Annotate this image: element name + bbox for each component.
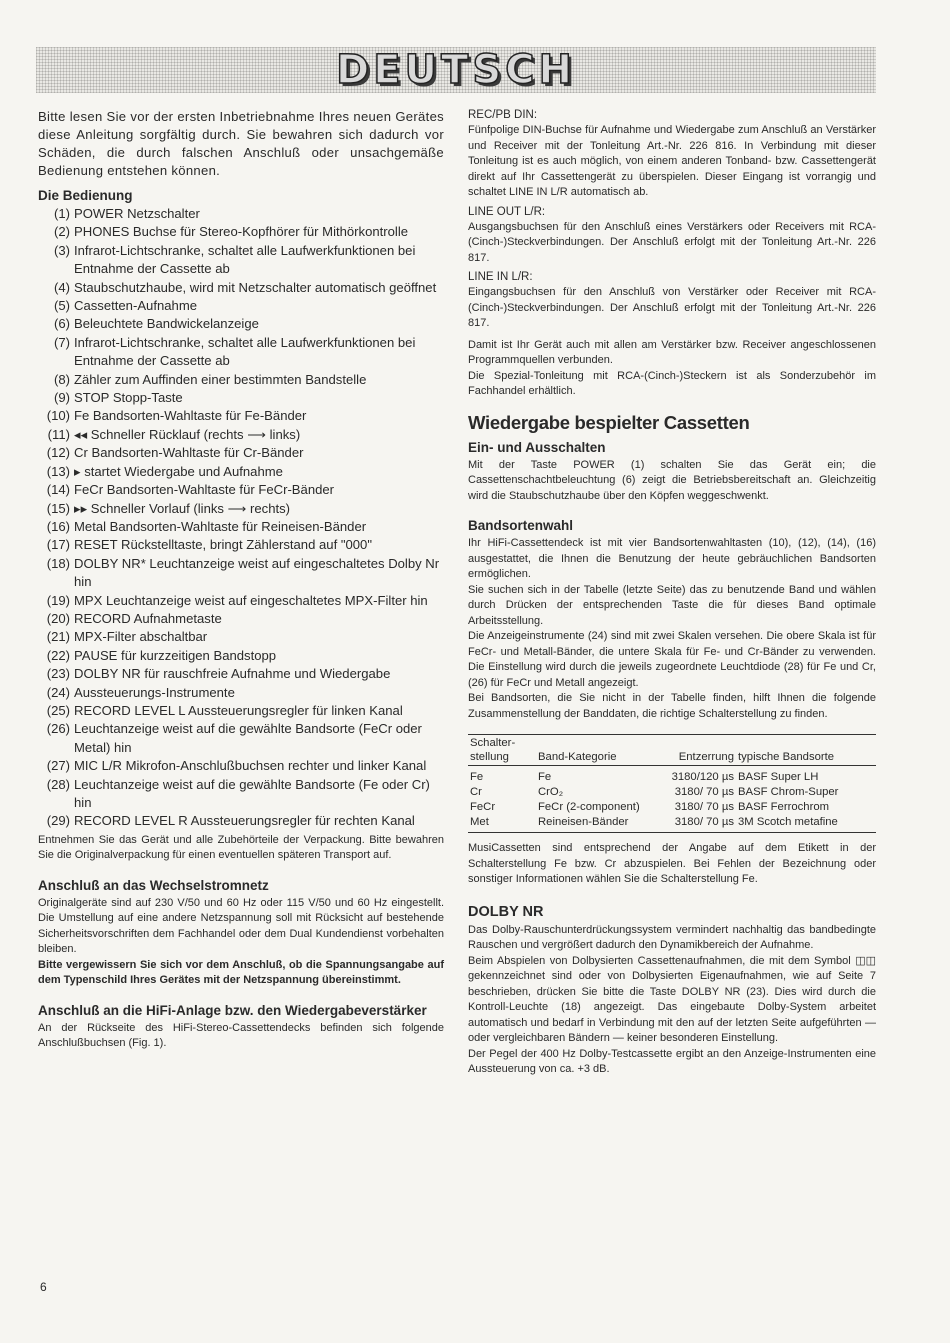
legend-item-text: Infrarot-Lichtschranke, schaltet alle Laufwerkfunktionen bei Entnahme der Cassette ab: [74, 242, 416, 277]
legend-item-text: RESET Rückstelltaste, bringt Zählerstand auf "000": [74, 537, 372, 553]
legend-item-number: (18): [46, 555, 70, 571]
legend-item-number: (24): [46, 684, 70, 700]
controls-legend-list: [38, 205, 444, 831]
netz-heading: Anschluß an das Wechselstromnetz: [38, 877, 269, 893]
legend-item-text: RECORD LEVEL L Aussteuerungsregler für linken Kanal: [74, 702, 403, 718]
legend-item-text: Leuchtanzeige weist auf die gewählte Bandsorte (FeCr oder Metal) hin: [74, 721, 422, 755]
legend-item-text: Leuchtanzeige weist auf die gewählte Bandsorte (Fe oder Cr) hin: [74, 776, 430, 810]
legend-item-text: DOLBY NR* Leuchtanzeige weist auf eingeschaltetes Dolby Nr hin: [74, 555, 440, 590]
band-paragraph-1: Ihr HiFi-Cassettendeck ist mit vier Bandsortenwahltasten (10), (12), (14), (16) ausgestattet, die Ihnen die Benutzung der heute gebräuchlichen Bandsorten ermöglichen.: [468, 537, 876, 580]
legend-item-number: (26): [46, 721, 70, 737]
legend-item-number: (4): [53, 279, 70, 295]
legend-item-text: Infrarot-Lichtschranke, schaltet alle Laufwerkfunktionen bei Entnahme der Cassette ab: [74, 334, 416, 369]
legend-item: [38, 610, 444, 628]
legend-item-number: (28): [46, 776, 70, 792]
table-cell: 3M Scotch metafine: [736, 815, 876, 833]
legend-item-text: MIC L/R Mikrofon-Anschlußbuchsen rechter und linker Kanal: [74, 758, 427, 774]
legend-item-text: FeCr Bandsorten-Wahltaste für FeCr-Bänder: [74, 482, 335, 498]
legend-item-text: ▸▸ Schneller Vorlauf (links ⟶ rechts): [74, 500, 291, 516]
legend-item-text: Cr Bandsorten-Wahltaste für Cr-Bänder: [74, 445, 304, 461]
legend-item-number: (1): [53, 206, 70, 221]
table-cell: 3180/ 70 µs: [674, 786, 734, 798]
legend-item: [38, 684, 444, 702]
legend-item-text: RECORD LEVEL R Aussteuerungsregler für rechten Kanal: [74, 813, 415, 829]
legend-item: [38, 315, 444, 333]
legend-item: [38, 702, 444, 720]
band-table: [468, 734, 876, 833]
table-cell: BASF Ferrochrom: [738, 801, 830, 813]
legend-item-text: Aussteuerungs-Instrumente: [74, 684, 235, 700]
legend-item: [38, 205, 444, 223]
table-row: [468, 815, 876, 833]
legend-item-number: (10): [46, 408, 70, 424]
legend-item-text: PHONES Buchse für Stereo-Kopfhörer für Mithörkontrolle: [74, 224, 409, 240]
legend-item-number: (17): [46, 537, 70, 553]
unpack-paragraph: Entnehmen Sie das Gerät und alle Zubehörteile der Verpackung. Bitte bewahren Sie die Originalverpackung für einen eventuellen späteren Transport auf.: [38, 833, 444, 862]
legend-item-text: Zähler zum Auffinden einer bestimmten Bandstelle: [74, 371, 367, 387]
right-column: [468, 108, 876, 1078]
legend-item: [38, 757, 444, 775]
legend-item-number: (6): [53, 316, 70, 332]
table-cell: Fe: [538, 771, 552, 783]
page-number: 6: [40, 1280, 47, 1294]
band-heading: Bandsortenwahl: [468, 518, 574, 533]
table-cell: BASF Chrom-Super: [738, 786, 839, 798]
table-header: Band-Kategorie: [536, 735, 650, 766]
legend-item: [38, 536, 444, 554]
dolby-paragraph-3: Der Pegel der 400 Hz Dolby-Testcassette ergibt an den Anzeige-Instrumenten eine Aussteuerung von ca. +3 dB.: [468, 1047, 876, 1075]
table-cell: 3180/ 70 µs: [674, 801, 734, 813]
legend-item-number: (9): [53, 390, 70, 406]
legend-item-text: Beleuchtete Bandwickelanzeige: [74, 316, 259, 332]
legend-item: [38, 500, 444, 518]
table-cell: FeCr (2-component): [538, 801, 640, 813]
legend-item-text: PAUSE für kurzzeitigen Bandstopp: [74, 647, 277, 663]
table-header: Entzerrung: [650, 735, 736, 766]
legend-item: [38, 812, 444, 830]
legend-item-number: (7): [53, 334, 70, 350]
legend-item-text: ▸ startet Wiedergabe und Aufnahme: [74, 463, 283, 479]
legend-item-number: (27): [46, 758, 70, 774]
ein-heading: Ein- und Ausschalten: [468, 439, 606, 455]
lineout-label: LINE OUT L/R:: [468, 205, 546, 218]
recpb-paragraph: Fünfpolige DIN-Buchse für Aufnahme und Wiedergabe zum Anschluß an Verstärker und Receiver mit der Tonleitung Art.-Nr. 226 816. In Verbindung mit dieser Tonleitung ist es auch möglich, von einem anderen Tonband- bzw. Cassettengerät direkt auf Ihr Cassettengerät zu überspielen. Dieser Eingang ist vorrangig und schaltet LINE IN L/R automatisch ab.: [468, 124, 876, 198]
table-cell: Fe: [470, 771, 484, 783]
legend-item: [38, 463, 444, 481]
legend-item-number: (5): [53, 298, 70, 314]
table-cell: CrO₂: [538, 786, 564, 798]
legend-item-number: (21): [46, 629, 70, 645]
legend-item-text: ◂◂ Schneller Rücklauf (rechts ⟶ links): [74, 426, 301, 442]
legend-item: [38, 720, 444, 757]
legend-item-number: (25): [46, 702, 70, 718]
table-row: [468, 766, 876, 786]
linein-label: LINE IN L/R:: [468, 271, 533, 283]
legend-item: [38, 628, 444, 646]
legend-item-number: (29): [46, 813, 70, 829]
dolby-heading: DOLBY NR: [468, 903, 544, 920]
linein-paragraph: Eingangsbuchsen für den Anschluß von Verstärker oder Receiver mit RCA-(Cinch-)Steckverbindungen. Der Anschluß erfolgt mit der Tonleitung Art.-Nr. 226 817.: [468, 286, 876, 329]
page-title: DEUTSCH: [336, 47, 576, 93]
legend-item-number: (8): [53, 371, 70, 387]
legend-item-number: (13): [46, 463, 70, 479]
legend-item-text: Cassetten-Aufnahme: [74, 298, 198, 314]
table-header: typische Bandsorte: [736, 735, 876, 766]
damit-paragraph: Damit ist Ihr Gerät auch mit allen am Verstärker bzw. Receiver angeschlossenen Programmquellen verbunden.: [468, 338, 876, 366]
legend-item-number: (11): [47, 426, 70, 442]
table-cell: Cr: [470, 786, 482, 798]
legend-item: [38, 555, 444, 592]
legend-item: [38, 407, 444, 425]
legend-item-number: (3): [53, 242, 70, 258]
hifi-heading: Anschluß an die HiFi-Anlage bzw. den Wiedergabeverstärker: [38, 1002, 427, 1018]
legend-item: [38, 242, 444, 279]
legend-item: [38, 592, 444, 610]
legend-item-number: (14): [46, 482, 70, 498]
hifi-paragraph: An der Rückseite des HiFi-Stereo-Cassettendecks befinden sich folgende Anschlußbuchsen (Fig. 1).: [38, 1021, 444, 1050]
title-banner: [36, 47, 876, 93]
legend-item-number: (19): [46, 592, 70, 608]
legend-item-text: DOLBY NR für rauschfreie Aufnahme und Wiedergabe: [74, 666, 391, 682]
legend-item: [38, 776, 444, 813]
legend-item-text: MPX Leuchtanzeige weist auf eingeschaltetes MPX-Filter hin: [74, 592, 428, 608]
table-row: [468, 785, 876, 800]
legend-item: [38, 518, 444, 536]
legend-item: [38, 297, 444, 315]
table-cell: Met: [468, 815, 536, 833]
table-row: [468, 800, 876, 815]
legend-item: [38, 426, 444, 444]
legend-item-text: RECORD Aufnahmetaste: [74, 610, 222, 626]
legend-item: [38, 371, 444, 389]
left-column: [38, 108, 444, 1052]
legend-item-number: (20): [46, 610, 70, 626]
band-paragraph-2: Sie suchen sich in der Tabelle (letzte Seite) das zu benutzende Band und wählen durch Drücken der entsprechenden Taste die für dieses Band optimale Arbeitsstellung.: [468, 583, 876, 627]
legend-item-text: POWER Netzschalter: [74, 206, 200, 221]
legend-item: [38, 279, 444, 297]
lineout-paragraph: Ausgangsbuchsen für den Anschluß eines Verstärkers oder Receivers mit RCA-(Cinch-)Steckverbindungen. Der Anschluß erfolgt mit der Tonleitung Art.-Nr. 226 817.: [468, 220, 876, 264]
table-header: Schalter-stellung: [468, 735, 536, 766]
table-cell: Reineisen-Bänder: [536, 815, 650, 833]
legend-item: [38, 481, 444, 499]
legend-item: [38, 444, 444, 462]
legend-item: [38, 334, 444, 371]
legend-item-text: STOP Stopp-Taste: [74, 390, 183, 406]
table-cell: 3180/120 µs: [671, 771, 734, 783]
legend-item-number: (2): [53, 224, 70, 240]
recpb-label: REC/PB DIN:: [468, 109, 538, 121]
legend-item-number: (12): [46, 445, 70, 461]
legend-item-number: (16): [46, 518, 70, 534]
netz-warning: Bitte vergewissern Sie sich vor dem Anschluß, ob die Spannungsangabe auf dem Typenschild Ihres Gerätes mit der Netzspannung übereinstimmt.: [38, 958, 444, 987]
band-paragraph-3: Die Anzeigeinstrumente (24) sind mit zwei Skalen versehen. Die obere Skala ist für FeCr- und Metall-Bänder, die untere Skala für Fe- und Cr-Bänder zu verwenden. Die Einstellung wird durch die jeweils zugeordnete Leuchtdiode (28) für Fe und Cr, (26) für FeCr und Metall angezeigt.: [468, 630, 876, 689]
dolby-paragraph-2: Beim Abspielen von Dolbysierten Cassettenaufnahmen, die mit dem Symbol ◫◫ gekennzeichnet sind oder von Dolbysierten Eigenaufnahmen, wie auf Seite 7 beschrieben, drücken Sie bitte die Taste DOLBY NR (23). Dies wird durch die Kontroll-Leuchte (18) angezeigt. Das eingebaute Dolby-System arbeitet automatisch und bedarf in Verbindung mit den auf der letzten Seite aufgeführten — oder vergleichbaren Bändern — keiner besonderen Einstellung.: [468, 954, 876, 1044]
legend-item-number: (23): [46, 666, 70, 682]
legend-item-text: MPX-Filter abschaltbar: [74, 629, 208, 645]
dolby-paragraph-1: Das Dolby-Rauschunterdrückungssystem vermindert nachhaltig das bandbedingte Rauschen und vergrößert dadurch den Dynamikbereich der Aufnahme.: [468, 923, 876, 951]
intro-paragraph: Bitte lesen Sie vor der ersten Inbetriebnahme Ihres neuen Gerätes diese Anleitung sorgfältig durch. Sie bewahren sich dadurch vor Schäden, die durch falschen Anschluß oder unsachgemäße Bedienung entstehen können.: [38, 109, 444, 178]
musi-paragraph: MusiCassetten sind entsprechend der Angabe auf dem Etikett in der Schalterstellung Fe bzw. Cr abzuspielen. Bei Fehlen der Bezeichnung oder sonstiger Informationen wählen Sie die Schalterstellung Fe.: [468, 842, 876, 885]
wiedergabe-heading: Wiedergabe bespielter Cassetten: [468, 411, 750, 433]
netz-paragraph: Originalgeräte sind auf 230 V/50 und 60 Hz oder 115 V/50 und 60 Hz eingestellt. Die Umstellung auf eine andere Netzspannung soll mit Rücksicht auf bestehende Sicherheitsvorschriften dem Fachhandel oder dem Dual Kundendienst vorbehalten bleiben.: [38, 896, 444, 956]
legend-item: [38, 647, 444, 665]
legend-item-text: Fe Bandsorten-Wahltaste für Fe-Bänder: [74, 408, 307, 424]
legend-item: [38, 223, 444, 241]
table-cell: 3180/ 70 µs: [650, 815, 736, 833]
ein-paragraph: Mit der Taste POWER (1) schalten Sie das Gerät ein; die Cassettenschachtbeleuchtung (6) zeigt die Betriebsbereitschaft an. Gleichzeitig wird die Staubschutzhaube über den Köpfen weggeschwenkt.: [468, 458, 876, 502]
band-paragraph-4: Bei Bandsorten, die Sie nicht in der Tabelle finden, hilft Ihnen die folgende Zusammenstellung der Banddaten, die richtige Schalterstellung zu finden.: [468, 692, 876, 720]
legend-item: [38, 389, 444, 407]
legend-item: [38, 665, 444, 683]
bedienung-heading: Die Bedienung: [38, 188, 133, 203]
legend-item-number: (22): [46, 647, 70, 663]
spezial-paragraph: Die Spezial-Tonleitung mit RCA-(Cinch-)Steckern ist als Sonderzubehör im Fachhandel erhältlich.: [468, 369, 876, 397]
legend-item-text: Metal Bandsorten-Wahltaste für Reineisen-Bänder: [74, 518, 367, 534]
legend-item-text: Staubschutzhaube, wird mit Netzschalter automatisch geöffnet: [74, 279, 437, 295]
table-cell: FeCr: [470, 801, 496, 813]
table-cell: BASF Super LH: [738, 771, 819, 783]
legend-item-number: (15): [46, 500, 70, 516]
